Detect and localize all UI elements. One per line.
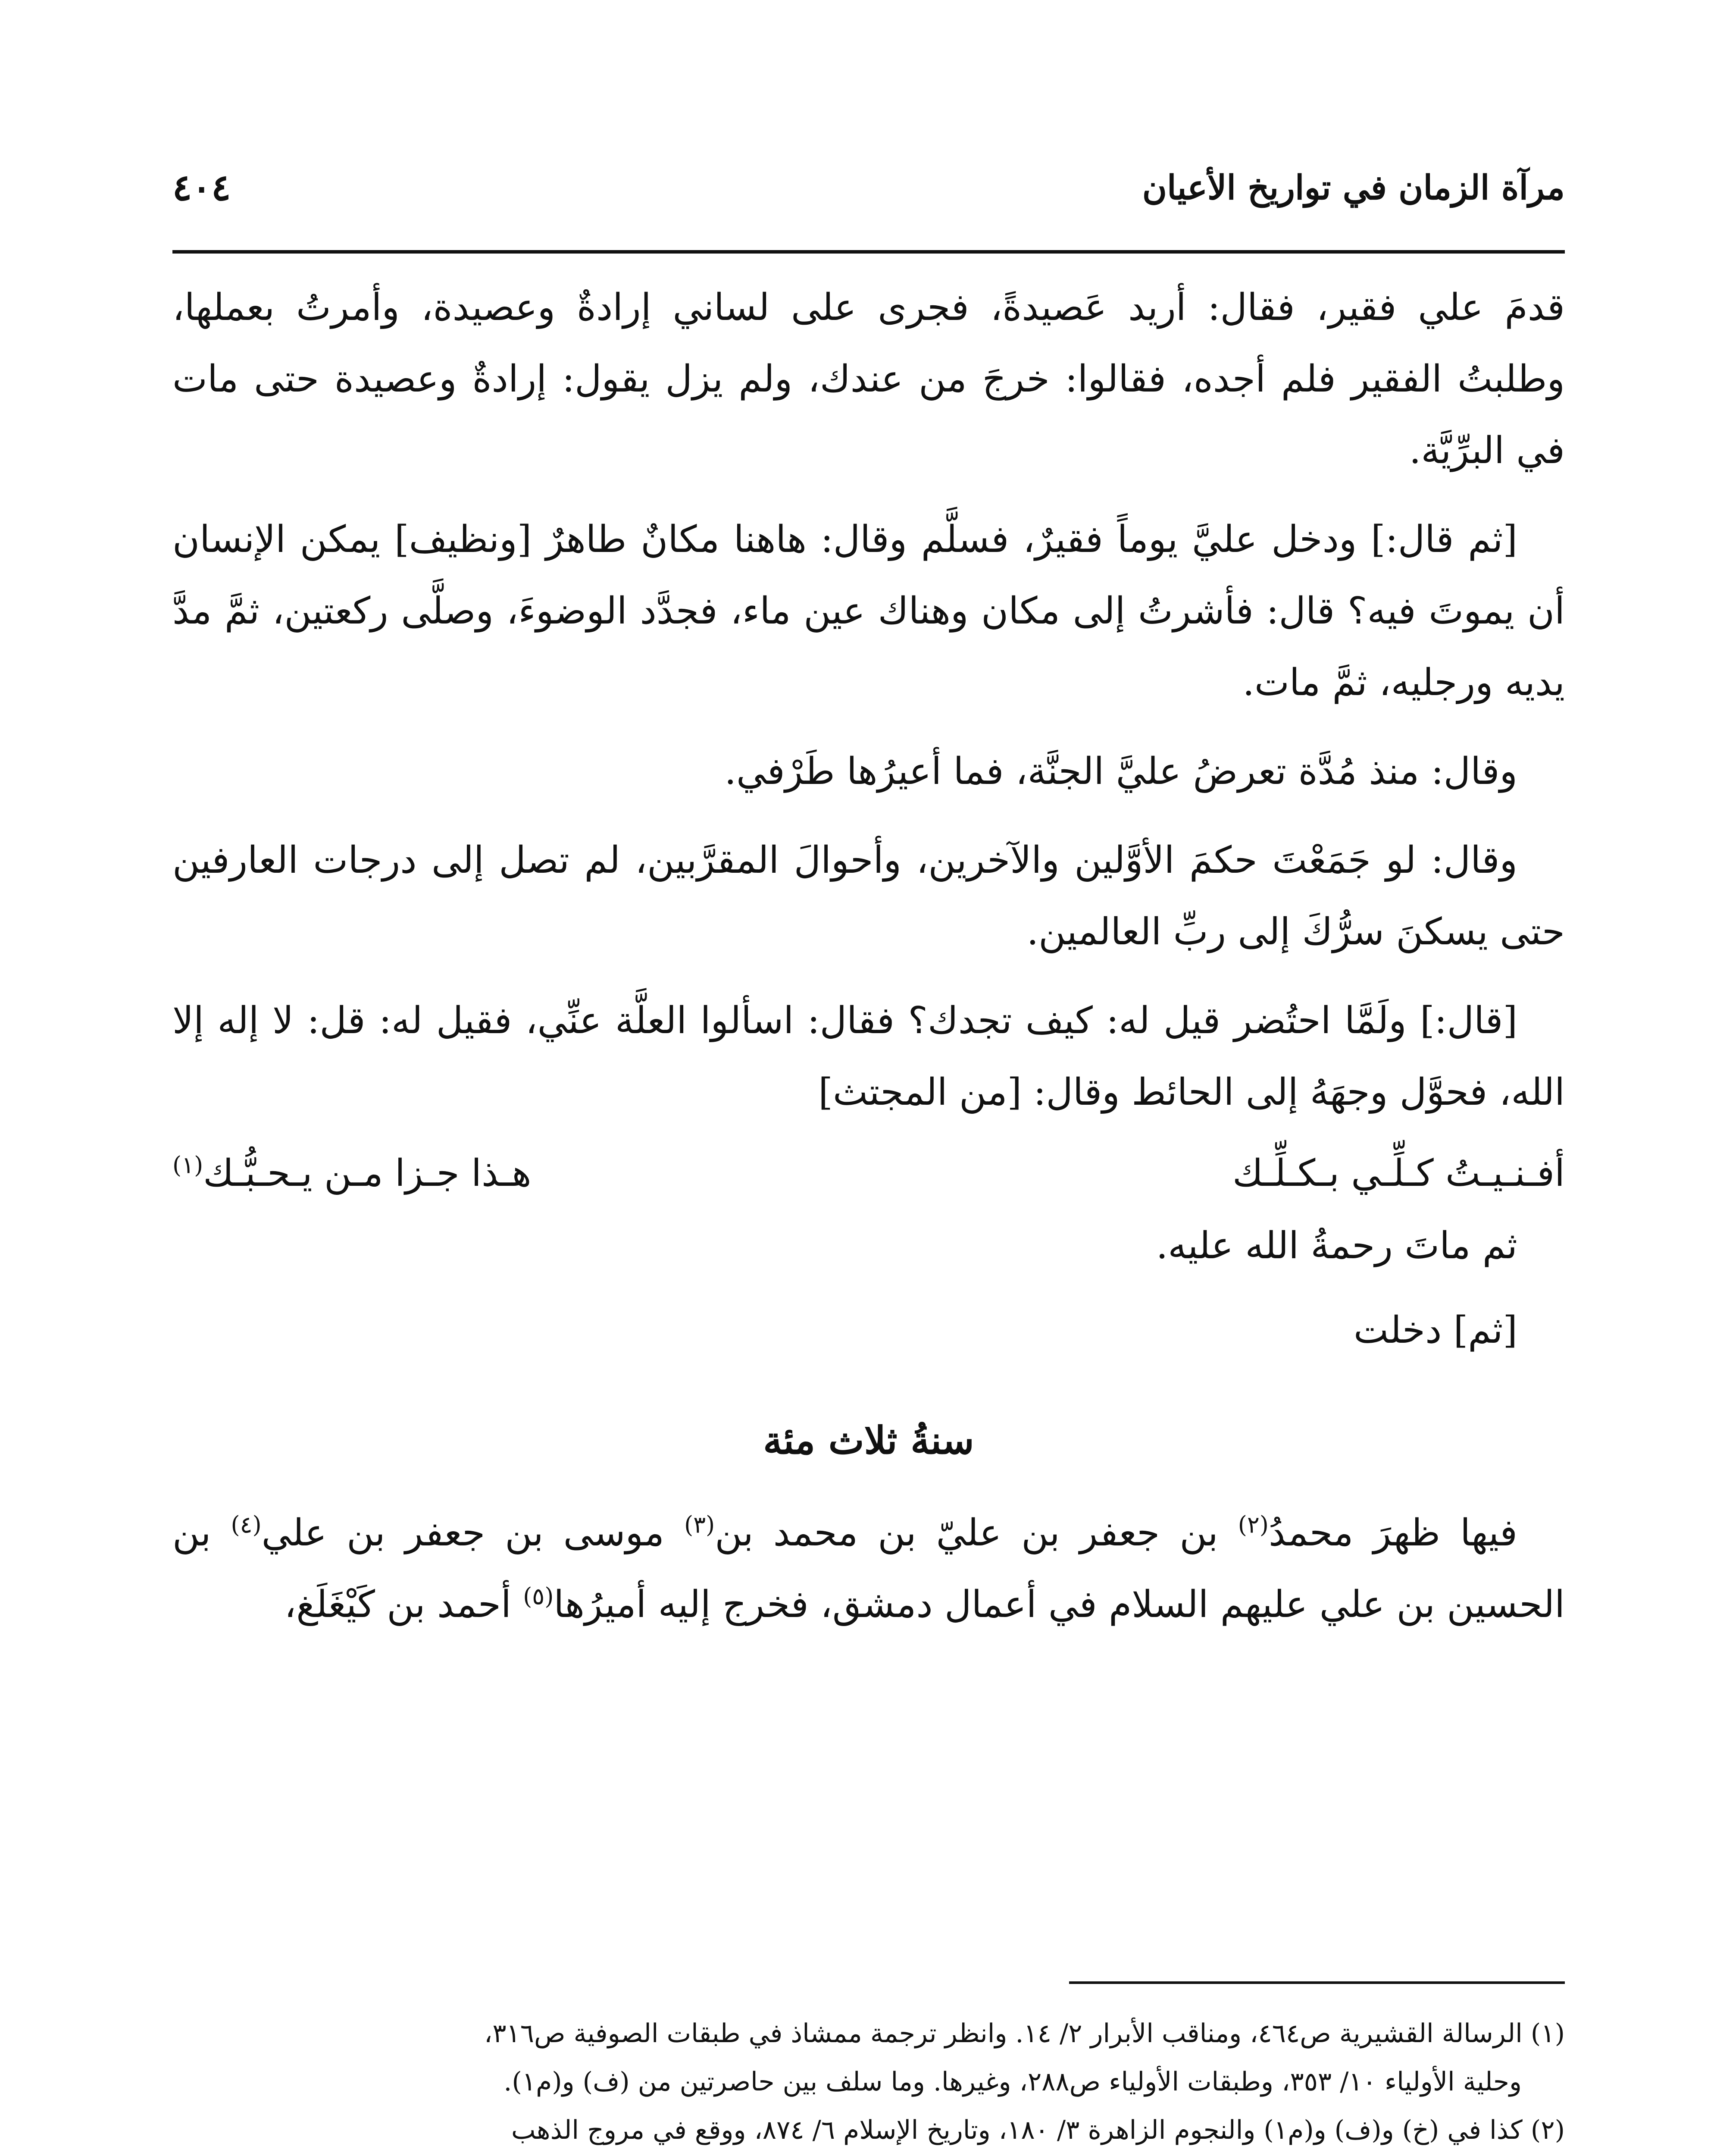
text-fragment: فيها ظهرَ محمدُ (1268, 1511, 1517, 1554)
paragraph: [ثم قال:] ودخل عليَّ يوماً فقيرٌ، فسلَّم وقال: هاهنا مكانٌ طاهرٌ [ونظيف] يمكن الإنسان أن يموتَ فيه؟ قال: فأشرتُ إلى مكان وهناك عين ماء، فجدَّد الوضوءَ، وصلَّى ركعتين، ثمَّ مدَّ يديه ورجليه، ثمَّ مات. (172, 518, 1565, 704)
footnote-ref: (٥) (523, 1583, 554, 1610)
footnote-line (172, 2154, 1565, 2156)
text-fragment: أحمد بن كَيْغَلَغ، (284, 1583, 523, 1626)
book-title: مرآة الزمان في تواريخ الأعيان (1142, 168, 1565, 207)
after-poem-line: ثم ماتَ رحمةُ الله عليه. (1156, 1224, 1517, 1267)
paragraph: [قال:] ولَمَّا احتُضر قيل له: كيف تجدك؟ فقال: اسألوا العلَّة عنِّي، فقيل له: قل: لا إله إلا الله، فحوَّل وجهَهُ إلى الحائط وقال: [من المجتث] (172, 999, 1565, 1114)
paragraph: قدمَ علي فقير، فقال: أريد عَصيدةً، فجرى على لساني إرادةٌ وعصيدة، وأمرتُ بعملها، وطلبتُ الفقير فلم أجده، فقالوا: خرجَ من عندك، ولم يزل يقول: إرادةٌ وعصيدة حتى مات في البرِّيَّة. (172, 286, 1565, 472)
poem-first-hemistich: أفـنـيـتُ كـلِّـي بـكـلِّـك (1232, 1152, 1565, 1195)
footnote-ref: (٤) (231, 1511, 262, 1539)
footnote-separator (1069, 1981, 1565, 1984)
poem-second-hemistich-text: هـذا جـزا مـن يـحـبُّـك (203, 1152, 532, 1195)
running-header (172, 142, 1565, 254)
after-poem-line: [ثم] دخلت (1354, 1309, 1517, 1352)
text-fragment: بن جعفر بن عليّ بن محمد بن (715, 1511, 1238, 1554)
footnote-ref: (٣) (684, 1511, 715, 1539)
text-fragment: موسى بن جعفر بن علي (261, 1511, 685, 1554)
footnote-line: (٢) كذا في (خ) و(ف) و(م١) والنجوم الزاهرة ٣/ ١٨٠، وتاريخ الإسلام ٦/ ٨٧٤، ووقع في مروج الذهب (511, 2115, 1565, 2145)
footnote-line: وحلية الأولياء ١٠/ ٣٥٣، وطبقات الأولياء ص٢٨٨، وغيرها. وما سلف بين حاصرتين من (ف) و(م١). (504, 2067, 1522, 2097)
poem-verse (172, 1137, 1565, 1210)
footnote-ref: (٢) (1238, 1511, 1269, 1539)
section-paragraph (172, 1497, 1565, 1640)
paragraph: وقال: منذ مُدَّة تعرضُ عليَّ الجنَّة، فما أعيرُها طَرْفي. (724, 750, 1517, 793)
footnote-ref: (١) (172, 1151, 203, 1179)
footnote-line: (١) الرسالة القشيرية ص٤٦٤، ومناقب الأبرار ٢/ ١٤. وانظر ترجمة ممشاذ في طبقات الصوفية ص٣١٦، (484, 2018, 1565, 2049)
footnotes (172, 2009, 1565, 2156)
book-page (172, 142, 1565, 2156)
section-heading: سنةُ ثلاث مئة (763, 1418, 974, 1463)
page-number: ٤٠٤ (172, 166, 231, 209)
main-text (172, 272, 1565, 1640)
paragraph: وقال: لو جَمَعْتَ حكمَ الأوَّلين والآخرين، وأحوالَ المقرَّبين، لم تصل إلى درجات العارفين حتى يسكنَ سرُّكَ إلى ربِّ العالمين. (172, 839, 1565, 953)
poem-second-hemistich (172, 1137, 532, 1210)
text-fragment: بن الحسين بن علي عليهم السلام في أعمال دمشق، فخرج إليه أميرُها (172, 1511, 1565, 1626)
